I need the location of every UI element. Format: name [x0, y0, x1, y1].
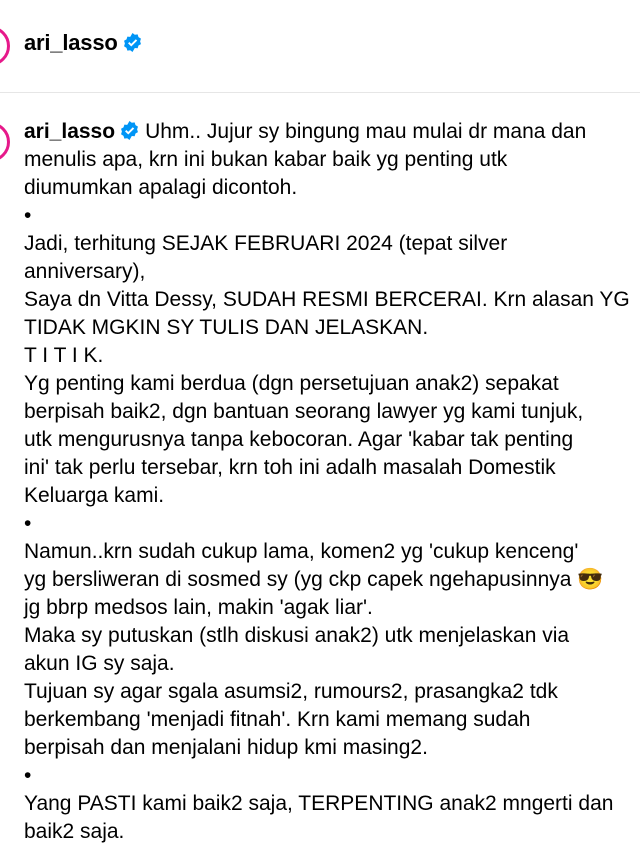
post-caption [24, 118, 640, 846]
caption-line: TIDAK MGKIN SY TULIS DAN JELASKAN. [24, 316, 429, 339]
caption-username[interactable]: ari_lasso [24, 120, 116, 143]
caption-line: ini' tak perlu tersebar, krn toh ini adalh masalah Domestik [24, 456, 556, 479]
username-link[interactable]: ari_lasso [24, 30, 118, 55]
caption-line: Maka sy putuskan (stlh diskusi anak2) utk menjelaskan via [24, 624, 570, 647]
caption-line: yg bersliweran di sosmed sy (yg ckp capek ngehapusinnya 😎 [24, 568, 604, 591]
avatar[interactable] [0, 26, 10, 66]
caption-line: Tujuan sy agar sgala asumsi2, rumours2, prasangka2 tdk [24, 680, 558, 703]
caption-line: Namun..krn sudah cukup lama, komen2 yg 'cukup kenceng' [24, 540, 579, 563]
caption-line: Yang PASTI kami baik2 saja, TERPENTING anak2 mngerti dan [24, 792, 614, 815]
caption-line: Saya dn Vitta Dessy, SUDAH RESMI BERCERAI. Krn alasan YG [24, 288, 630, 311]
caption-line: T I T I K. [24, 344, 104, 367]
caption-text: Uhm.. Jujur sy bingung mau mulai dr mana dan [145, 120, 587, 143]
caption-line: utk mengurusnya tanpa kebocoran. Agar 'kabar tak penting [24, 428, 574, 451]
caption-line: akun IG sy saja. [24, 652, 175, 675]
header-username[interactable] [24, 30, 142, 56]
post-header [0, 0, 640, 93]
caption-line: diumumkan apalagi dicontoh. [24, 176, 298, 199]
caption-line: • [24, 764, 32, 787]
verified-badge-icon [123, 33, 142, 52]
caption-line: Keluarga kami. [24, 484, 165, 507]
caption-line: berpisah baik2, dgn bantuan seorang lawyer yg kami tunjuk, [24, 400, 584, 423]
caption-line [24, 118, 640, 146]
post-avatar[interactable] [0, 122, 10, 162]
caption-line: berpisah dan menjalani hidup kmi masing2. [24, 736, 428, 759]
caption-line: menulis apa, krn ini bukan kabar baik yg penting utk [24, 148, 508, 171]
caption-line: • [24, 204, 32, 227]
caption-line: anniversary), [24, 260, 146, 283]
verified-badge-icon [120, 121, 139, 140]
caption-line: Jadi, terhitung SEJAK FEBRUARI 2024 (tepat silver [24, 232, 508, 255]
caption-line: Yg penting kami berdua (dgn persetujuan anak2) sepakat [24, 372, 559, 395]
caption-line: berkembang 'menjadi fitnah'. Krn kami memang sudah [24, 708, 531, 731]
caption-line: baik2 saja. [24, 820, 125, 843]
caption-line: jg bbrp medsos lain, makin 'agak liar'. [24, 596, 373, 619]
caption-line: • [24, 512, 32, 535]
